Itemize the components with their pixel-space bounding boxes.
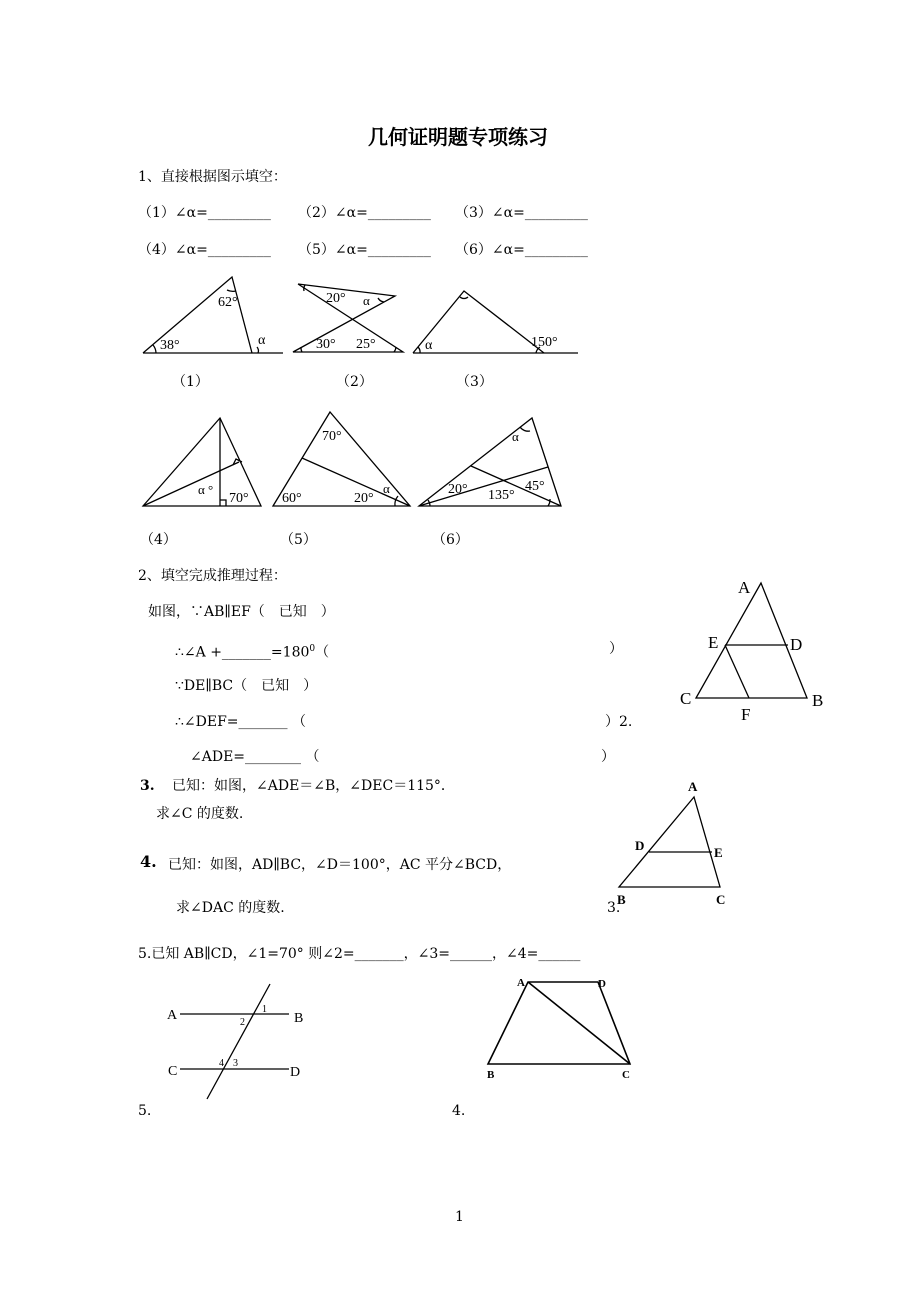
q3-line-2: 求∠C 的度数. [156, 806, 244, 822]
q2-line-5: ∠ADE=________ （ [190, 749, 320, 765]
q2-label-E: E [708, 633, 719, 652]
q2-prompt: 2、填空完成推理过程： [138, 568, 287, 584]
page-number: 1 [455, 1209, 464, 1225]
q3-figure [617, 779, 725, 907]
fig3-alpha: α [425, 338, 433, 353]
fig5-alpha: α [383, 481, 390, 496]
q2-line-3: ∵DE∥BC（ 已知 ） [175, 678, 318, 694]
q2-label-A: A [738, 578, 751, 597]
figure-2 [293, 284, 403, 352]
q1-blank-3: （3）∠α=_________ [455, 205, 588, 221]
q5-label-B: B [294, 1011, 304, 1026]
fig6-angle-135: 135° [488, 488, 515, 503]
fig1-alpha: α [258, 333, 266, 348]
q4-line-2: 求∠DAC 的度数. [176, 900, 285, 916]
caption-4: （4） [140, 532, 177, 548]
fig6-angle-45: 45° [525, 479, 545, 494]
q5-figure [167, 984, 303, 1099]
q3-number: 3. [140, 778, 155, 794]
q5-label-D: D [290, 1065, 301, 1080]
figure-4 [143, 418, 261, 506]
fig4-angle-70: 70° [229, 491, 249, 506]
q2-line-4: ∴∠DEF=_______ （ [175, 714, 306, 730]
figure-3 [413, 291, 578, 353]
q3-label-D: D [635, 838, 645, 853]
q5-angle-4: 4 [219, 1058, 224, 1069]
q4-label-C: C [622, 1069, 630, 1081]
fig5-angle-60: 60° [282, 491, 302, 506]
q4-label-B: B [487, 1069, 495, 1081]
q2-line-2-open: （ [315, 644, 330, 661]
q2-line-2-sup: 0 [309, 644, 316, 654]
q2-line-2-main: ∴∠A +_______=180 [175, 644, 310, 661]
q3-label-B: B [617, 892, 626, 907]
q1-blank-6: （6）∠α=_________ [455, 242, 588, 258]
q5-label-A: A [167, 1008, 178, 1023]
q1-prompt: 1、直接根据图示填空： [138, 169, 287, 185]
q1-blank-1: （1）∠α=_________ [138, 205, 271, 221]
q5-angle-2: 2 [240, 1017, 245, 1028]
fig2-angle-30: 30° [316, 337, 336, 352]
fig5-angle-20: 20° [354, 491, 374, 506]
fig3-angle-150: 150° [531, 335, 558, 350]
q1-blank-5: （5）∠α=_________ [298, 242, 431, 258]
fig5-angle-70: 70° [322, 429, 342, 444]
q2-line-2 [175, 640, 329, 662]
q4-figure-label: 4. [452, 1103, 466, 1119]
q2-line-5-close: ） [601, 749, 615, 765]
q4-label-A: A [517, 977, 525, 989]
q4-label-D: D [598, 978, 606, 990]
q2-label-F: F [741, 705, 751, 724]
q3-label-C: C [716, 892, 726, 907]
fig4-alpha: α ° [198, 482, 214, 497]
q2-line-2-close: ） [609, 641, 623, 657]
fig2-alpha: α [363, 293, 370, 308]
caption-2: （2） [336, 374, 373, 390]
q1-blank-4: （4）∠α=_________ [138, 242, 271, 258]
fig6-alpha: α [512, 429, 519, 444]
fig2-angle-20: 20° [326, 291, 346, 306]
q4-figure [487, 977, 630, 1081]
q3-line-1: 已知：如图，∠ADE＝∠B，∠DEC＝115°． [172, 778, 455, 794]
q1-blank-2: （2）∠α=_________ [298, 205, 431, 221]
figure-6 [419, 418, 561, 506]
fig1-angle-38: 38° [160, 338, 180, 353]
caption-3: （3） [456, 374, 493, 390]
page-title: 几何证明题专项练习 [368, 125, 548, 149]
fig2-angle-25: 25° [356, 337, 376, 352]
q2-figure [680, 578, 823, 724]
q3-figure-label: 3. [607, 900, 621, 916]
q2-label-D: D [790, 635, 803, 654]
caption-5: （5） [280, 532, 317, 548]
q4-number: 4. [140, 852, 157, 871]
q3-label-E: E [714, 845, 723, 860]
q2-label-B: B [812, 691, 824, 710]
q2-line-4-close: ）2. [605, 714, 633, 730]
fig1-angle-62: 62° [218, 295, 238, 310]
q5-label-C: C [168, 1064, 178, 1079]
q3-label-A: A [688, 779, 698, 794]
caption-1: （1） [172, 374, 209, 390]
q2-label-C: C [680, 689, 692, 708]
q5-figure-label: 5. [138, 1103, 152, 1119]
q2-line-1: 如图，∵AB∥EF（ 已知 ） [148, 604, 335, 620]
fig6-angle-20: 20° [448, 482, 468, 497]
q5-prompt: 5.已知 AB∥CD，∠1=70° 则∠2=_______，∠3=______，∠4=______ [138, 946, 581, 962]
caption-6: （6） [432, 532, 469, 548]
q5-angle-1: 1 [262, 1004, 267, 1015]
q5-angle-3: 3 [233, 1058, 238, 1069]
figure-1 [143, 277, 283, 353]
q4-line-1: 已知：如图，AD∥BC，∠D＝100°，AC 平分∠BCD， [168, 857, 512, 873]
figure-5 [273, 412, 410, 506]
